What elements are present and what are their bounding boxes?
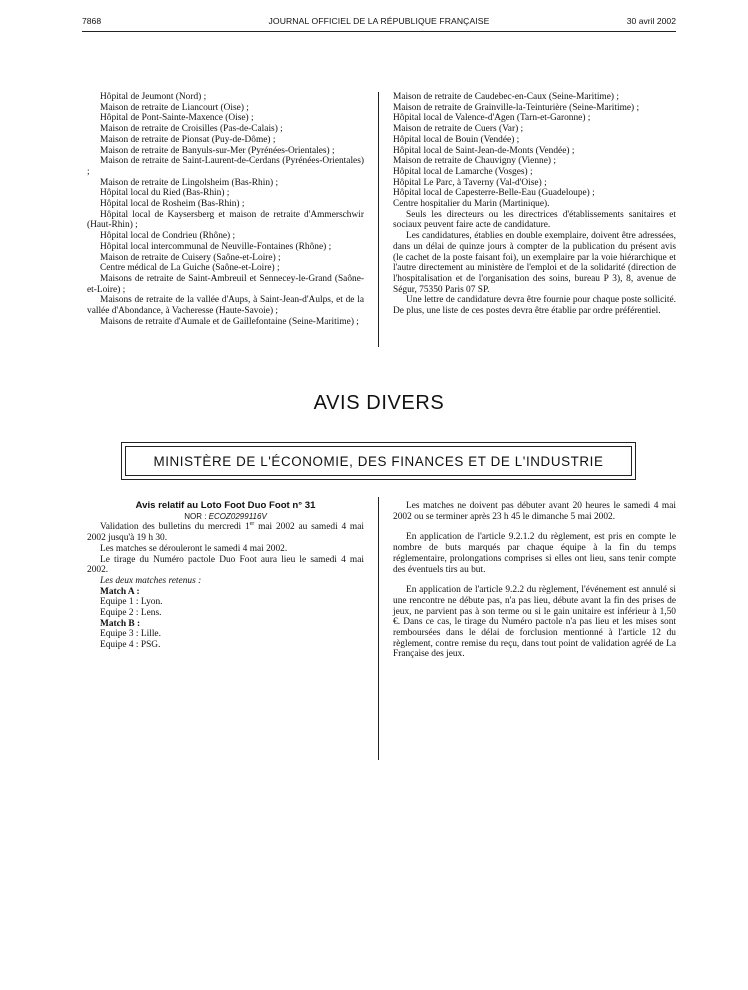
validation-paragraph: Validation des bulletins du mercredi 1er mai 2002 au samedi 4 mai 2002 jusqu'à 19 h 30. xyxy=(87,521,364,544)
ministry-name: MINISTÈRE DE L'ÉCONOMIE, DES FINANCES ET DE L'INDUSTRIE xyxy=(153,454,604,469)
team-4: Equipe 4 : PSG. xyxy=(100,640,161,651)
list-item: Hôpital local du Ried (Bas-Rhin) ; xyxy=(100,188,230,199)
issue-date: 30 avril 2002 xyxy=(626,16,676,26)
avis-left-column xyxy=(87,501,364,651)
list-item: Maison de retraite de Caudebec-en-Caux (Seine-Maritime) ; xyxy=(393,92,619,102)
paragraph: Une lettre de candidature devra être fournie pour chaque poste sollicité. De plus, une liste de ces postes devra être établie par ordre préférentiel. xyxy=(393,295,676,317)
team-3: Equipe 3 : Lille. xyxy=(100,629,161,640)
ministry-banner xyxy=(125,446,632,476)
list-item: Maison de retraite de Liancourt (Oise) ; xyxy=(100,102,249,113)
list-item: Maison de retraite de Grainville-la-Teinturière (Seine-Maritime) ; xyxy=(393,102,640,113)
nor-label: NOR : xyxy=(184,511,207,521)
list-item: Hôpital local de Bouin (Vendée) ; xyxy=(393,134,520,145)
list-item: Maison de retraite de Saint-Laurent-de-Cerdans (Pyrénées-Orientales) ; xyxy=(87,156,364,177)
paragraph: En application de l'article 9.2.2 du règlement, l'événement est annulé si une rencontre ne débute pas, n'a pas lieu, débute avant la fin des prises de jeux, ne parvient pas à son terme ou si le gain unitaire est inférieur à 1,50 €. Dans ce cas, le tirage du Numéro pactole n'a pas lieu et les mises sont remboursées dans le délai de forclusion mentionné à l'article 12 du règlement, contre remise du reçu, dans tout point de validation agréé de La Française des jeux. xyxy=(393,585,676,660)
column-divider-bottom xyxy=(378,497,379,760)
list-item: Maison de retraite de Pionsat (Puy-de-Dôme) ; xyxy=(100,134,276,145)
team-1: Equipe 1 : Lyon. xyxy=(100,597,163,608)
paragraph: Les matches ne doivent pas débuter avant 20 heures le samedi 4 mai 2002 ou se terminer après 23 h 45 le dimanche 5 mai 2002. xyxy=(393,501,676,522)
header-rule xyxy=(82,31,676,32)
paragraph: En application de l'article 9.2.1.2 du règlement, est pris en compte le nombre de buts marqués par chaque équipe à la fin du temps réglementaire, prolongations comprises si elles ont lieu, sans tenir compte des éventuels tirs au but. xyxy=(393,532,676,575)
list-item: Maison de retraite de Cuisery (Saône-et-Loire) ; xyxy=(100,252,281,263)
list-item: Maison de retraite de Croisilles (Pas-de-Calais) ; xyxy=(100,124,283,135)
nor-code: ECOZ0299116V xyxy=(208,511,267,521)
list-item: Maison de retraite de Lingolsheim (Bas-Rhin) ; xyxy=(100,177,279,188)
top-left-column xyxy=(87,92,364,327)
page-number: 7868 xyxy=(82,16,102,26)
list-item: Hôpital local de Condrieu (Rhône) ; xyxy=(100,231,236,242)
paragraph: Les candidatures, établies en double exemplaire, doivent être adressées, dans un délai de quinze jours à compter de la publication du présent avis (le cachet de la poste faisant foi), un exemplaire par la voie hiérarchique et l'autre directement au ministère de l'emploi et de la solidarité (direction de l'hospitalisation et de l'organisation des soins, bureau P 3), 8, avenue de Ségur, 75350 Paris 07 SP. xyxy=(393,231,676,295)
list-item: Centre hospitalier du Marin (Martinique). xyxy=(393,199,550,210)
list-item: Centre médical de La Guiche (Saône-et-Loire) ; xyxy=(100,263,280,274)
list-item: Hôpital local intercommunal de Neuville-Fontaines (Rhône) ; xyxy=(100,241,332,252)
list-item: Maisons de retraite d'Aumale et de Gaillefontaine (Seine-Maritime) ; xyxy=(100,316,359,327)
journal-title: JOURNAL OFFICIEL DE LA RÉPUBLIQUE FRANÇAISE xyxy=(268,16,490,26)
list-item: Hôpital local de Kaysersberg et maison de retraite d'Ammerschwir (Haut-Rhin) ; xyxy=(87,209,364,231)
paragraph: Les matches se dérouleront le samedi 4 mai 2002. xyxy=(100,543,288,554)
match-b-heading: Match B : xyxy=(100,618,141,629)
match-a-heading: Match A : xyxy=(100,586,140,597)
column-divider-top xyxy=(378,92,379,347)
avis-title: Avis relatif au Loto Foot Duo Foot n° 31 xyxy=(135,500,316,511)
paragraph: Seuls les directeurs ou les directrices d'établissements sanitaires et sociaux peuvent faire acte de candidature. xyxy=(393,209,676,231)
list-item: Maison de retraite de Banyuls-sur-Mer (Pyrénées-Orientales) ; xyxy=(100,145,335,156)
list-item: Maisons de retraite de la vallée d'Aups, à Saint-Jean-d'Aulps, et de la vallée d'Abondance, à Vacheresse (Haute-Savoie) ; xyxy=(87,295,364,317)
list-item: Hôpital Le Parc, à Taverny (Val-d'Oise) ; xyxy=(393,177,547,188)
paragraph: Le tirage du Numéro pactole Duo Foot aura lieu le samedi 4 mai 2002. xyxy=(87,554,364,576)
list-item: Hôpital local de Lamarche (Vosges) ; xyxy=(393,166,533,177)
page-header xyxy=(82,16,676,30)
list-item: Hôpital de Jeumont (Nord) ; xyxy=(100,92,207,102)
list-item: Maisons de retraite de Saint-Ambreuil et Sennecey-le-Grand (Saône-et-Loire) ; xyxy=(87,273,364,295)
nor-reference xyxy=(87,512,364,523)
list-item: Maison de retraite de Chauvigny (Vienne) ; xyxy=(393,156,556,167)
list-item: Hôpital local de Capesterre-Belle-Eau (Guadeloupe) ; xyxy=(393,188,595,199)
list-item: Hôpital local de Valence-d'Agen (Tarn-et-Garonne) ; xyxy=(393,113,591,124)
team-2: Equipe 2 : Lens. xyxy=(100,608,162,619)
matches-intro: Les deux matches retenus : xyxy=(100,575,202,586)
list-item: Maison de retraite de Cuers (Var) ; xyxy=(393,124,524,135)
list-item: Hôpital local de Rosheim (Bas-Rhin) ; xyxy=(100,199,245,210)
list-item: Hôpital local de Saint-Jean-de-Monts (Vendée) ; xyxy=(393,145,575,156)
list-item: Hôpital de Pont-Sainte-Maxence (Oise) ; xyxy=(100,113,254,124)
top-right-column xyxy=(393,92,676,317)
avis-right-column xyxy=(393,501,676,660)
section-title: AVIS DIVERS xyxy=(313,392,445,414)
